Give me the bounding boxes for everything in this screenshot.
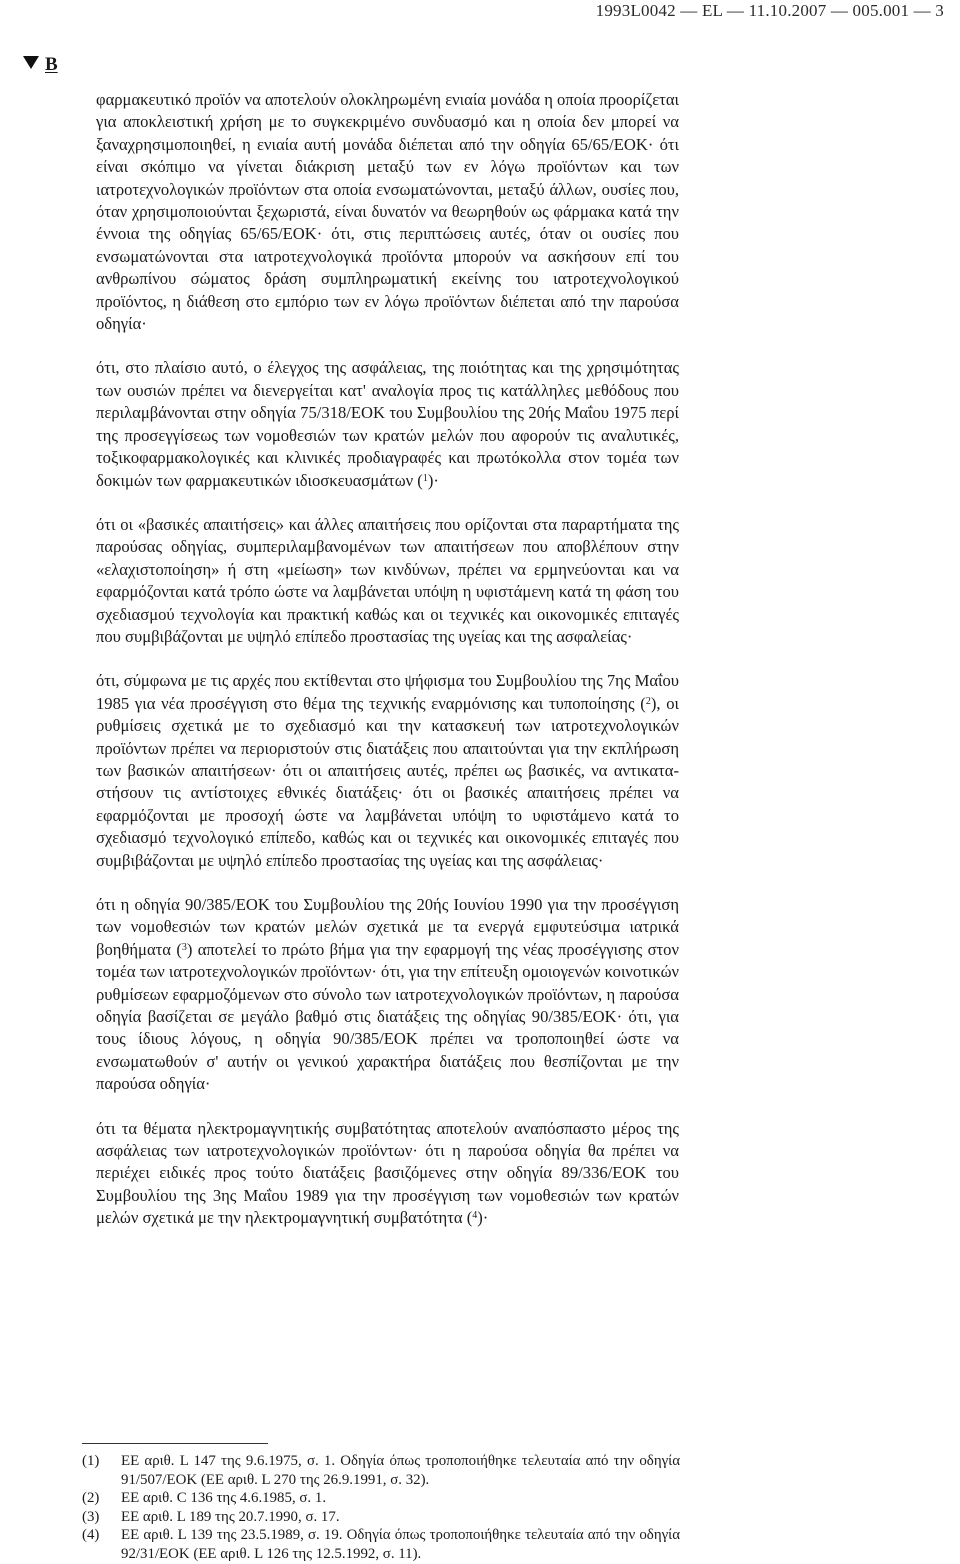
footnote — [82, 1508, 680, 1527]
paragraph-text: ότι η οδηγία 90/385/ΕΟΚ του Συμβουλίου της 20ής Ιουνίου 1990 για την προσέγγιση των νομοθεσιών των κρατών μελών σχετικά με τα ενεργά εμφυτεύσιμα ιατρικά βοηθήματα — [96, 895, 679, 959]
footnote-divider — [82, 1443, 268, 1444]
footnote-text: ΕΕ αριθ. L 189 της 20.7.1990, σ. 17. — [121, 1508, 340, 1525]
paragraph: ότι τα θέματα ηλεκτρομαγνητικής συμβατότητας αποτελούν αναπόσπαστο μέρος της ασφάλειας των ιατροτεχνολογικών προϊόντων· ότι η παρούσα οδηγία θα πρέπει να περιέχει ειδικές προς τούτο διατάξεις βασιζόμενες στην οδηγία 89/336/ΕΟΚ του Συμβουλίου της 3ης Μαΐου 1989 για την προσέγγιση των νομοθεσιών των κρατών μελών σχετικά με την ηλεκτρομαγνητική συμβατότητα ($^4$)· — [96, 1118, 679, 1228]
paragraph-text: ότι, στο πλαίσιο αυτό, ο έλεγχος της ασφάλειας, της ποιότητας και της χρησιμότητας των ουσιών πρέπει να διενεργείται κατ' αναλογία προς τις κατάλληλες μεθόδους που περιλαμβάνονται στην οδηγία 75/318/ΕΟΚ του Συμβουλίου της 20ής Μαΐου 1975 περί της προσεγγίσεως των νομοθεσιών των κρατών μελών που αφορούν τις αναλυτικές, τοξικοφαρμακολογικές και κλινικές προδιαγραφές και πρωτόκολλα στον τομέα των δοκιμών των φαρμακευτικών ιδιοσκευασμάτων — [96, 358, 679, 490]
footnote-text: ΕΕ αριθ. C 136 της 4.6.1985, σ. 1. — [121, 1490, 327, 1507]
document-reference: 1993L0042 — EL — 11.10.2007 — 005.001 — 3 — [595, 1, 944, 20]
paragraph-text: ότι οι «βασικές απαιτήσεις» και άλλες απαιτήσεις που ορίζονται στα παραρτήματα της παρούσας οδηγίας, συμπεριλαμβανομένων των απαιτήσεων που αποβλέπουν στην «ελαχιστοποίηση» ή στη «μείωση» των κινδύνων, πρέπει να ερμηνεύονται και να εφαρμόζονται κατά τρόπο ώστε να λαμβάνεται υπόψη η υφιστάμενη κατά τη φάση του σχεδιασμού τεχνολογία και πρακτική καθώς και οι τεχνικές και οικονομικές επιταγές που συμβιβάζονται με υψηλό επίπεδο προστασίας της υγείας και της ασφαλείας· — [96, 514, 679, 646]
main-text — [96, 89, 679, 1230]
paragraph-text: ότι τα θέματα ηλεκτρομαγνητικής συμβατότητας αποτελούν αναπόσπαστο μέρος της ασφάλειας των ιατροτεχνολογικών προϊόντων· ότι η παρούσα οδηγία θα πρέπει να περιέχει ειδικές προς τούτο διατάξεις βασιζόμενες στην οδηγία 89/336/ΕΟΚ του Συμβουλίου της 3ης Μαΐου 1989 για την προσέγγιση των νομοθεσιών των κρατών μελών σχετικά με την ηλεκτρομαγνητική συμβατότητα — [96, 1118, 679, 1228]
triangle-down-icon — [23, 56, 39, 69]
footnote-ref: 3 — [181, 941, 187, 953]
footnote-number: (1) — [82, 1453, 100, 1469]
paragraph-text-end: · — [433, 470, 439, 490]
footnotes-section — [82, 1443, 680, 1564]
footnote-text: ΕΕ αριθ. L 139 της 23.5.1989, σ. 19. Οδηγία όπως τροποποιήθηκε τελευταία από την οδηγία 92/31/ΕΟΚ (ΕΕ αριθ. L 126 της 12.5.1992, σ. 11). — [121, 1527, 680, 1562]
footnote-number: (4) — [82, 1527, 100, 1544]
footnote — [82, 1489, 680, 1508]
footnote-number: (2) — [82, 1490, 100, 1507]
amendment-marker — [23, 54, 58, 76]
paragraph-text-end: , οι ρυθμίσεις σχετικά με το σχεδιασμό και την κατασκευή των ιατροτεχνολογικών προϊόντων πρέπει να περιοριστούν στις διατάξεις που απαιτούνται για την εκπλήρωση των βασικών απαιτήσεων· ότι οι απαιτήσεις αυτές, πρέπει ως βασικές, να αντικαταστήσουν τις αντίστοιχες εθνικές διατάξεις· ότι οι βασικές απαιτήσεις πρέπει να εφαρμόζονται με προσοχή ώστε να λαμβάνεται υπόψη το υφιστάμενο κατά το σχεδιασμό τεχνολογικό επίπεδο, καθώς και οι τεχνικές και οικονομικές επιταγές που συμβιβάζονται με υψηλό επίπεδο προστασίας της υγείας και της ασφάλειας· — [96, 693, 679, 870]
amendment-marker-letter: B — [45, 54, 58, 75]
footnote-ref: 1 — [422, 472, 428, 484]
footnote — [82, 1452, 680, 1489]
footnote — [82, 1526, 680, 1563]
paragraph-text-end: αποτελεί το πρώτο βήμα για την εφαρμογή της νέας προσέγγισης στον τομέα των ιατροτεχνολογικών προϊόντων· ότι, για την επίτευξη ομοιογενών κοινοτικών ρυθμίσεων εφαρμοζόμενων στο σύνολο των ιατροτεχνολογικών προϊόντων, η παρούσα οδηγία βασίζεται σε μεγάλο βαθμό στις διατάξεις της οδηγίας 90/385/ΕΟΚ· ότι, για τους ίδιους λόγους, η οδηγία 90/385/ΕΟΚ πρέπει να τροποποιηθεί ώστε να ενσωματωθούν σ' αυτήν οι γενικού χαρακτήρα διατάξεις που θεσπίζονται με την παρούσα οδηγία· — [96, 939, 679, 1094]
paragraph: ότι, σύμφωνα με τις αρχές που εκτίθενται στο ψήφισμα του Συμβουλίου της 7ης Μαΐου 1985 για νέα προσέγγιση στο θέμα της τεχνικής εναρμόνισης και τυποποίησης ($^2$), οι ρυθμίσεις σχετικά με το σχεδιασμό και την κατασκευή των ιατροτεχνολογικών προϊόντων πρέπει να περιοριστούν στις διατάξεις που απαιτούνται για την εκπλήρωση των βασικών απαιτήσεων· ότι οι απαιτήσεις αυτές, πρέπει ως βασικές, να αντικαταστήσουν τις αντίστοιχες εθνικές διατάξεις· ότι οι βασικές απαιτήσεις πρέπει να εφαρμόζονται με προσοχή ώστε να λαμβάνεται υπόψη το υφιστάμενο κατά το σχεδιασμό τεχνολογικό επίπεδο, καθώς και οι τεχνικές και οικονομικές επιταγές που συμβιβάζονται με υψηλό επίπεδο προστασίας της υγείας και της ασφάλειας· — [96, 671, 679, 870]
paragraph-text: ότι, σύμφωνα με τις αρχές που εκτίθενται στο ψήφισμα του Συμβουλίου της 7ης Μαΐου 1985 για νέα προσέγγιση στο θέμα της τεχνικής εναρμόνισης και τυποποίησης — [96, 671, 679, 713]
paragraph-text: φαρμακευτικό προϊόν να αποτελούν ολοκληρωμένη ενιαία μονάδα η οποία προορίζεται για αποκλειστική χρήση με το συγκεκριμένο συνδυασμό και η οποία δεν μπορεί να ξαναχρησιμοποιηθεί, η ενιαία αυτή μονάδα διέπεται από την οδηγία 65/65/ΕΟΚ· ότι είναι σκόπιμο να γίνεται διάκριση μεταξύ των εν λόγω προϊόντων και των ιατροτεχνολογικών προϊόντων στα οποία ενσωματώνονται, μεταξύ άλλων, ουσίες που, όταν χρησιμοποιούνται ξεχωριστά, είναι δυνατόν να θεωρηθούν ως φάρμακα κατά την έννοια της οδηγίας 65/65/ΕΟΚ· ότι, στις περιπτώσεις αυτές, όταν οι ουσίες που ενσωματώνονται στα ιατροτεχνολογικά προϊόντα μπορούν να ασκήσουν επί του ανθρωπίνου σώματος δράση συμπληρωματική εκείνης του ιατροτεχνολογικού προϊόντος, η διάθεση στο εμπόριο των εν λόγω προϊόντων διέπεται από την παρούσα οδηγία· — [96, 90, 679, 334]
paragraph — [96, 514, 679, 648]
footnote-text: ΕΕ αριθ. L 147 της 9.6.1975, σ. 1. Οδηγία όπως τροποποιήθηκε τελευταία από την οδηγία 91/507/ΕΟΚ (ΕΕ αριθ. L 270 της 26.9.1991, σ. 32). — [121, 1453, 680, 1488]
paragraph: ότι η οδηγία 90/385/ΕΟΚ του Συμβουλίου της 20ής Ιουνίου 1990 για την προσέγγιση των νομοθεσιών των κρατών μελών σχετικά με τα ενεργά εμφυτεύσιμα ιατρικά βοηθήματα ($^3$) αποτελεί το πρώτο βήμα για την εφαρμογή της νέας προσέγγισης στον τομέα των ιατροτεχνολογικών προϊόντων· ότι, για την επίτευξη ομοιογενών κοινοτικών ρυθμίσεων εφαρμοζόμενων στο σύνολο των ιατροτεχνολογικών προϊόντων, η παρούσα οδηγία βασίζεται σε μεγάλο βαθμό στις διατάξεις της οδηγίας 90/385/ΕΟΚ· ότι, για τους ίδιους λόγους, η οδηγία 90/385/ΕΟΚ πρέπει να τροποποιηθεί ώστε να ενσωματωθούν σ' αυτήν οι γενικού χαρακτήρα διατάξεις που θεσπίζονται με την παρούσα οδηγία· — [96, 895, 679, 1094]
paragraph — [96, 89, 679, 335]
paragraph: ότι, στο πλαίσιο αυτό, ο έλεγχος της ασφάλειας, της ποιότητας και της χρησιμότητας των ουσιών πρέπει να διενεργείται κατ' αναλογία προς τις κατάλληλες μεθόδους που περιλαμβάνονται στην οδηγία 75/318/ΕΟΚ του Συμβουλίου της 20ής Μαΐου 1975 περί της προσεγγίσεως των νομοθεσιών των κρατών μελών που αφορούν τις αναλυτικές, τοξικοφαρμακολογικές και κλινικές προδιαγραφές και πρωτόκολλα στον τομέα των δοκιμών των φαρμακευτικών ιδιοσκευασμάτων ($^1$)· — [96, 358, 679, 490]
footnote-ref: 2 — [645, 695, 651, 707]
document-reference-header — [596, 0, 944, 22]
paragraph-text-end: · — [482, 1208, 489, 1228]
footnote-ref: 4 — [472, 1210, 478, 1222]
footnote-number: (3) — [82, 1508, 100, 1525]
